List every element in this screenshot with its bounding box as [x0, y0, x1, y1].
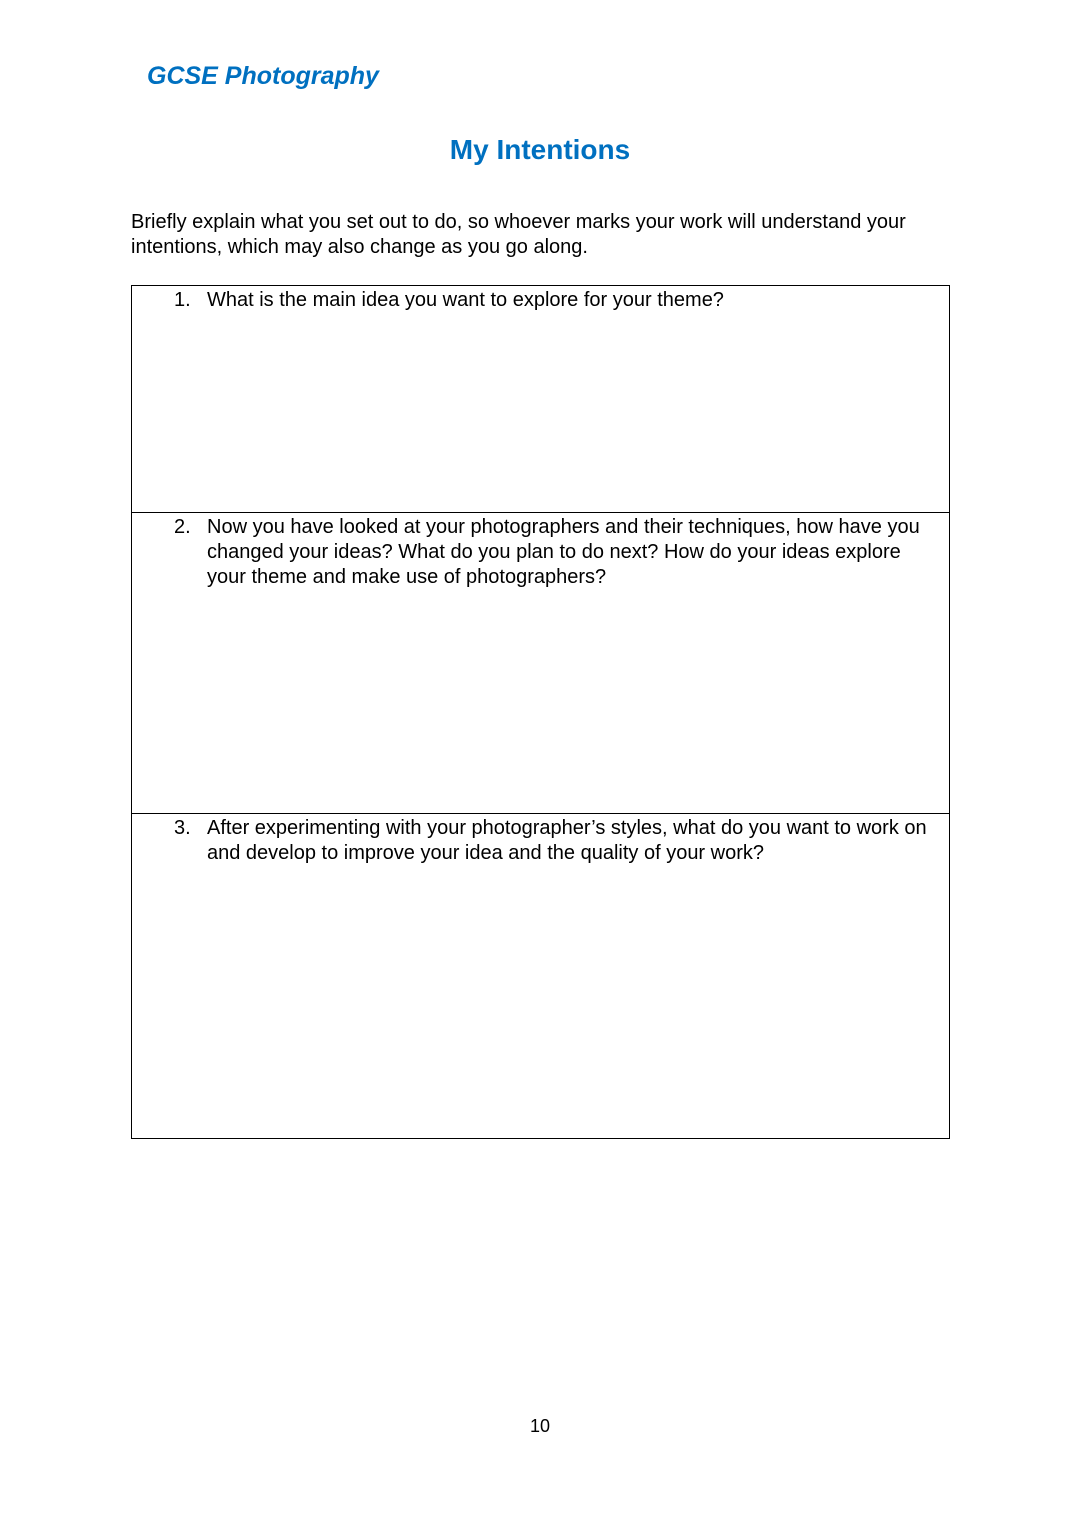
question-text: After experimenting with your photographer’s styles, what do you want to work on and develop to improve your idea and the quality of your work? [207, 817, 927, 864]
questions-table [131, 285, 950, 1139]
page-number: 10 [529, 1416, 551, 1436]
document-header: GCSE Photography [147, 62, 379, 90]
question-text: What is the main idea you want to explore for your theme? [207, 289, 724, 311]
question-row-1[interactable] [132, 286, 949, 513]
question-number: 2. [174, 516, 191, 538]
intro-text: Briefly explain what you set out to do, so whoever marks your work will understand your intentions, which may also change as you go along. [131, 211, 906, 258]
page-title: My Intentions [449, 134, 631, 165]
question-number: 1. [174, 289, 191, 311]
question-row-2[interactable] [132, 513, 949, 814]
question-text: Now you have looked at your photographers and their techniques, how have you changed your ideas? What do you plan to do next? How do your ideas explore your theme and make use of photographers? [207, 516, 920, 588]
question-row-3[interactable] [132, 814, 949, 1138]
question-number: 3. [174, 817, 191, 839]
